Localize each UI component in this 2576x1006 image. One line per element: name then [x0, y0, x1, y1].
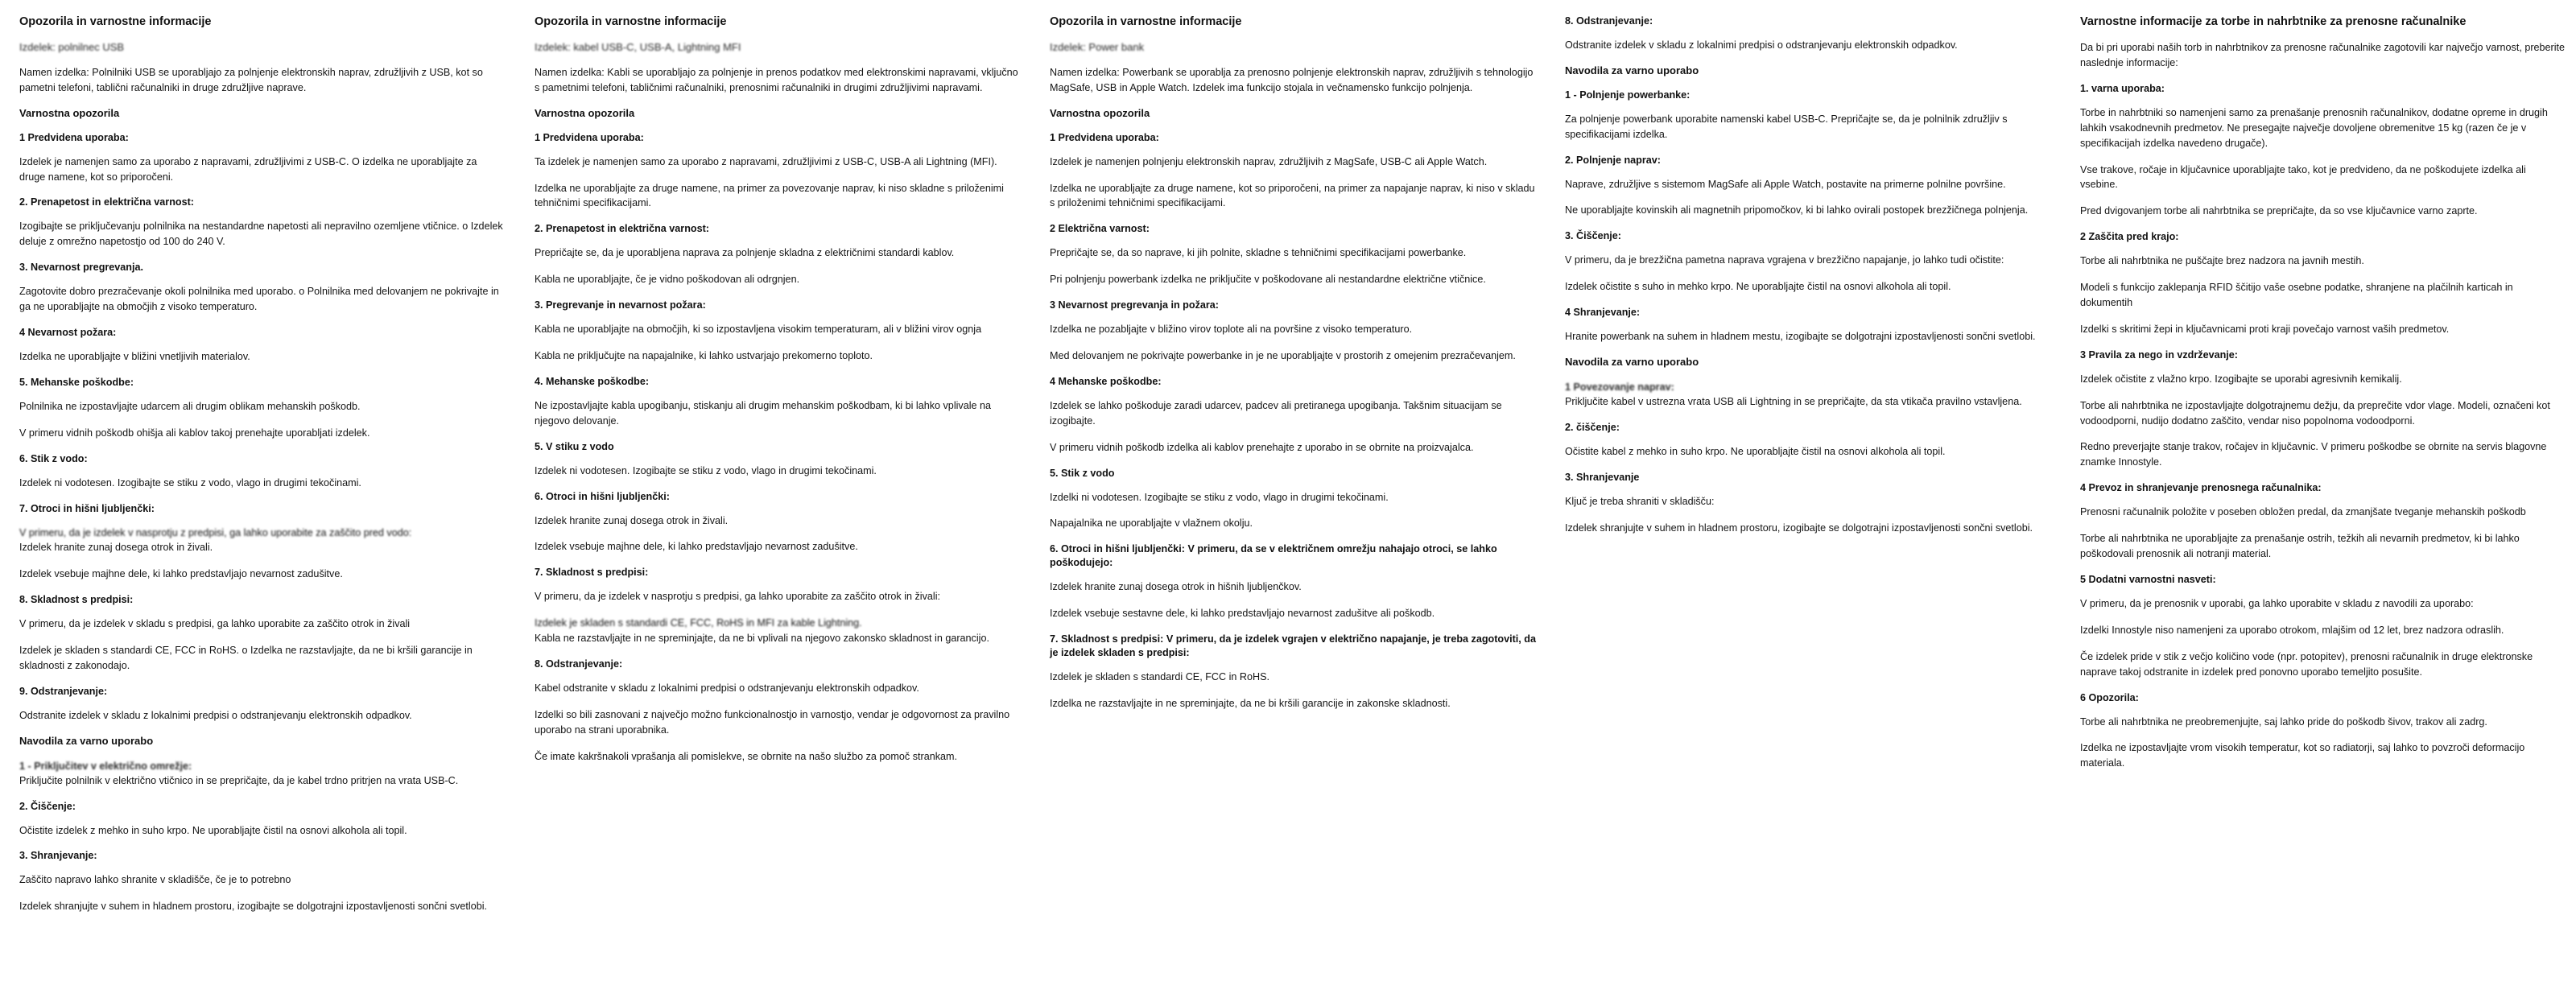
subsection-heading: 6 Opozorila:	[2080, 691, 2139, 703]
paragraph: Torbe ali nahrbtnika ne uporabljajte za prenašanje ostrih, težkih ali nevarnih predmetov, ki bi lahko poškodovali prenosnik ali notranji material.	[2080, 533, 2520, 560]
paragraph: V primeru vidnih poškodb izdelka ali kablov prenehajte z uporabo in se obrnite na proizvajalca.	[1050, 441, 1474, 453]
paragraph: Izdelek hranite zunaj dosega otrok in živali.	[535, 514, 729, 526]
paragraph: V primeru, da je brezžična pametna naprava vgrajena v brezžično napajanje, jo lahko tudi očistite:	[1565, 254, 2004, 266]
paragraph: Prenosni računalnik položite v poseben obložen predal, da zmanjšate tveganje mehanskih poškodb	[2080, 506, 2526, 518]
paragraph: Izdelek se lahko poškoduje zaradi udarcev, padcev ali pretiranega upogibanja. Takšnim situacijam se izogibajte.	[1050, 399, 1502, 427]
subsection-heading: 1 Predvidena uporaba:	[535, 131, 644, 143]
paragraph: Izdelki so bili zasnovani z največjo možno funkcionalnostjo in varnostjo, vendar je odgovornost za pravilno uporabo na strani uporabnika.	[535, 708, 1010, 736]
subsection-heading: 1 Povezovanje naprav:	[1565, 381, 1674, 393]
paragraph: Izdelka ne uporabljajte za druge namene, na primer za povezovanje naprav, ki niso skladne s priloženimi tehničnimi specifikacijami.	[535, 182, 1004, 209]
paragraph: Ta izdelek je namenjen samo za uporabo z napravami, združljivimi z USB-C, USB-A ali Lightning (MFI).	[535, 155, 997, 167]
paragraph: Izdelek vsebuje majhne dele, ki lahko predstavljajo nevarnost zadušitve.	[19, 568, 343, 580]
subsection-heading: 5. Mehanske poškodbe:	[19, 376, 134, 388]
paragraph: Torbe ali nahrbtnika ne izpostavljajte dolgotrajnemu dežju, da preprečite vdor vlage. Modeli, označeni kot vodoodporni, nudijo dodatno zaščito, vendar niso popolnoma vodoodporni.	[2080, 399, 2550, 427]
column-5	[2072, 14, 2576, 782]
column-5-title: Varnostne informacije za torbe in nahrbtnike za prenosne računalnike	[2080, 15, 2467, 28]
subsection-heading: 1 Predvidena uporaba:	[1050, 131, 1159, 143]
subsection-heading: 4 Shranjevanje:	[1565, 307, 1641, 319]
column-1-blocks	[19, 65, 506, 914]
column-1-title: Opozorila in varnostne informacije	[19, 15, 212, 28]
paragraph: Izdelek hranite zunaj dosega otrok in živali.	[19, 542, 213, 554]
subsection-heading: 1 - Polnjenje powerbanke:	[1565, 89, 1690, 101]
paragraph: Redno preverjajte stanje trakov, ročajev in ključavnic. V primeru poškodbe se obrnite na servis blagovne znamke Innostyle.	[2080, 441, 2547, 468]
section-heading: Navodila za varno uporabo	[1565, 64, 1699, 76]
paragraph: Izdelek ni vodotesen. Izogibajte se stiku z vodo, vlago in drugimi tekočinami.	[19, 476, 361, 489]
column-2-blocks	[535, 65, 1021, 765]
column-1	[11, 14, 526, 926]
paragraph: Izdelek je skladen s standardi CE, FCC in RoHS.	[1050, 671, 1269, 683]
section-heading: Navodila za varno uporabo	[1565, 356, 1699, 369]
subsection-heading: 1 Predvidena uporaba:	[19, 131, 129, 143]
paragraph: V primeru, da je izdelek v skladu s predpisi, ga lahko uporabite za zaščito otrok in živali	[19, 618, 411, 630]
paragraph: Torbe ali nahrbtnika ne preobremenjujte, saj lahko pride do poškodb šivov, trakov ali zadrg.	[2080, 715, 2487, 728]
paragraph: Hranite powerbank na suhem in hladnem mestu, izogibajte se dolgotrajni izpostavljenosti sončni svetlobi.	[1565, 331, 2036, 343]
subsection-heading: 1. varna uporaba:	[2080, 82, 2165, 94]
paragraph: Izdelek shranjujte v suhem in hladnem prostoru, izogibajte se dolgotrajni izpostavljenosti sončni svetlobi.	[1565, 522, 2033, 534]
subsection-heading: 2. Čiščenje:	[19, 800, 76, 812]
column-2-title: Opozorila in varnostne informacije	[535, 15, 727, 28]
paragraph: Priključite polnilnik v električno vtičnico in se prepričajte, da je kabel trdno pritrjen na vrata USB-C.	[19, 774, 459, 786]
subsection-heading: 9. Odstranjevanje:	[19, 685, 108, 697]
paragraph: Vse trakove, ročaje in ključavnice uporabljajte tako, kot je predvideno, da ne poškodujete izdelka ali vsebine.	[2080, 163, 2526, 191]
paragraph: Izdelek je skladen s standardi CE, FCC, RoHS in MFI za kable Lightning.	[535, 617, 862, 629]
paragraph: Izdelka ne izpostavljajte vrom visokih temperatur, kot so radiatorji, saj lahko to povzroči deformacijo materiala.	[2080, 742, 2525, 769]
paragraph: Polnilnika ne izpostavljajte udarcem ali drugim oblikam mehanskih poškodb.	[19, 400, 361, 412]
subsection-heading: 3 Pravila za nego in vzdrževanje:	[2080, 348, 2238, 361]
paragraph: Ne izpostavljajte kabla upogibanju, stiskanju ali drugim mehanskim poškodbam, ki bi lahko vplivale na njegovo delovanje.	[535, 399, 992, 427]
subsection-heading: 1 - Priključitev v električno omrežje:	[19, 760, 192, 772]
subsection-heading: 7. Otroci in hišni ljubljenčki:	[19, 502, 155, 514]
column-3	[1042, 14, 1557, 723]
paragraph: Namen izdelka: Kabli se uporabljajo za polnjenje in prenos podatkov med elektronskimi napravami, vključno s pametnimi telefoni, tabličnimi računalniki, prenosnimi računalniki in drugimi združljivimi napravami.	[535, 66, 1018, 93]
paragraph: Izdelek očistite z vlažno krpo. Izogibajte se uporabi agresivnih kemikalij.	[2080, 373, 2402, 385]
paragraph: Izdelki ni vodotesen. Izogibajte se stiku z vodo, vlago in drugimi tekočinami.	[1050, 491, 1389, 503]
section-heading: Varnostna opozorila	[1050, 106, 1150, 119]
paragraph: Kabla ne uporabljajte, če je vidno poškodovan ali odrgnjen.	[535, 274, 800, 286]
paragraph: Zagotovite dobro prezračevanje okoli polnilnika med uporabo. o Polnilnika med delovanjem ne pokrivajte in ga ne uporabljajte na območjih z visoko temperaturo.	[19, 286, 499, 313]
column-3-product-label	[1050, 40, 1536, 56]
paragraph: Prepričajte se, da so naprave, ki jih polnite, skladne s tehničnimi specifikacijami powerbanke.	[1050, 247, 1467, 259]
subsection-heading: 2. Prenapetost in električna varnost:	[19, 196, 194, 208]
subsection-heading: 6. Otroci in hišni ljubljenčki:	[535, 490, 670, 502]
subsection-heading: 2 Zaščita pred krajo:	[2080, 231, 2179, 243]
paragraph: V primeru, da je izdelek v nasprotju s predpisi, ga lahko uporabite za zaščito otrok in živali:	[535, 591, 941, 603]
paragraph: Izdelek ni vodotesen. Izogibajte se stiku z vodo, vlago in drugimi tekočinami.	[535, 464, 877, 476]
paragraph: Izogibajte se priključevanju polnilnika na nestandardne napetosti ali nepravilno ozemljene vtičnice. o Izdelek deluje z omrežno napetostjo od 100 do 240 V.	[19, 221, 503, 248]
subsection-heading: 5 Dodatni varnostni nasveti:	[2080, 573, 2216, 585]
paragraph: Naprave, združljive s sistemom MagSafe ali Apple Watch, postavite na primerne polnilne površine.	[1565, 178, 2006, 190]
product-label-text: Izdelek: Power bank	[1050, 41, 1145, 54]
paragraph: Da bi pri uporabi naših torb in nahrbtnikov za prenosne računalnike zagotovili kar največjo varnost, preberite naslednje informacije:	[2080, 42, 2566, 69]
product-label-text: Izdelek: kabel USB-C, USB-A, Lightning MFI	[535, 41, 741, 54]
paragraph: Izdelek je namenjen samo za uporabo z napravami, združljivimi z USB-C. O izdelka ne uporabljajte za druge namene, kot so priporočeni.	[19, 155, 477, 183]
paragraph: Izdelka ne uporabljajte v bližini vnetljivih materialov.	[19, 350, 250, 362]
paragraph: V primeru, da je izdelek v nasprotju z predpisi, ga lahko uporabite za zaščito pred vodo:	[19, 526, 412, 538]
paragraph: Za polnjenje powerbank uporabite namenski kabel USB-C. Prepričajte se, da je polnilnik združljiv s specifikacijami izdelka.	[1565, 113, 2008, 140]
paragraph: Izdelki Innostyle niso namenjeni za uporabo otrokom, mlajšim od 12 let, brez nadzora odraslih.	[2080, 624, 2504, 636]
paragraph: Med delovanjem ne pokrivajte powerbanke in je ne uporabljajte v prostorih z omejenim prezračevanjem.	[1050, 349, 1516, 361]
paragraph: Izdelek očistite s suho in mehko krpo. Ne uporabljajte čistil na osnovi alkohola ali topil.	[1565, 281, 1951, 293]
section-heading: Navodila za varno uporabo	[19, 734, 154, 747]
paragraph: Ne uporabljajte kovinskih ali magnetnih pripomočkov, ki bi lahko ovirali postopek brezžičnega polnjenja.	[1565, 204, 2029, 216]
subsection-heading: 6. Stik z vodo:	[19, 452, 88, 464]
subsection-heading: 4. Mehanske poškodbe:	[535, 375, 650, 387]
paragraph: Očistite kabel z mehko in suho krpo. Ne uporabljajte čistil na osnovi alkohola ali topil.	[1565, 445, 1946, 457]
paragraph: Izdelek shranjujte v suhem in hladnem prostoru, izogibajte se dolgotrajni izpostavljenosti sončni svetlobi.	[19, 901, 488, 913]
paragraph: Kabla ne uporabljajte na območjih, ki so izpostavljena visokim temperaturam, ali v bližini virov ognja	[535, 324, 982, 336]
paragraph: Odstranite izdelek v skladu z lokalnimi predpisi o odstranjevanju elektronskih odpadkov.	[1565, 39, 1958, 51]
paragraph: Napajalnika ne uporabljajte v vlažnem okolju.	[1050, 517, 1253, 530]
subsection-heading: 4 Prevoz in shranjevanje prenosnega računalnika:	[2080, 482, 2322, 494]
paragraph: V primeru vidnih poškodb ohišja ali kablov takoj prenehajte uporabljati izdelek.	[19, 427, 370, 439]
subsection-heading: 3. Čiščenje:	[1565, 230, 1621, 242]
product-label-text: Izdelek: polnilnec USB	[19, 41, 125, 54]
subsection-heading: 4 Mehanske poškodbe:	[1050, 375, 1162, 387]
subsection-heading: 5. V stiku z vodo	[535, 440, 614, 452]
column-3-title: Opozorila in varnostne informacije	[1050, 15, 1242, 28]
subsection-heading: 2 Električna varnost:	[1050, 223, 1150, 235]
paragraph: Izdelka ne pozabljajte v bližino virov toplote ali na površine z visoko temperaturo.	[1050, 324, 1413, 336]
paragraph: Izdelek vsebuje sestavne dele, ki lahko predstavljajo nevarnost zadušitve ali poškodb.	[1050, 608, 1435, 620]
paragraph: Izdelek je namenjen polnjenju elektronskih naprav, združljivih z MagSafe, USB-C ali Apple Watch.	[1050, 155, 1488, 167]
subsection-heading: 6. Otroci in hišni ljubljenčki: V primeru, da se v električnem omrežju nahajajo otroci, se lahko poškodujejo:	[1050, 543, 1497, 569]
paragraph: Pred dvigovanjem torbe ali nahrbtnika se prepričajte, da so vse ključavnice varno zaprte.	[2080, 205, 2478, 217]
paragraph: Izdelka ne razstavljajte in ne spreminjajte, da ne bi kršili garancije in zakonske skladnosti.	[1050, 698, 1451, 709]
subsection-heading: 3 Nevarnost pregrevanja in požara:	[1050, 299, 1219, 311]
paragraph: V primeru, da je prenosnik v uporabi, ga lahko uporabite v skladu z navodili za uporabo:	[2080, 597, 2474, 609]
column-3-blocks	[1050, 65, 1536, 711]
paragraph: Izdelka ne uporabljajte za druge namene, kot so priporočeni, na primer za napajanje naprav, ki niso v skladu s priloženimi tehničnimi specifikacijami.	[1050, 182, 1535, 209]
column-4-blocks	[1565, 14, 2051, 535]
subsection-heading: 5. Stik z vodo	[1050, 467, 1115, 479]
paragraph: Namen izdelka: Polnilniki USB se uporabljajo za polnjenje elektronskih naprav, združljivih z USB, kot so pametni telefoni, tablični računalniki in druge združljive naprave.	[19, 66, 483, 93]
subsection-heading: 3. Shranjevanje	[1565, 471, 1640, 483]
subsection-heading: 2. Polnjenje naprav:	[1565, 154, 1661, 166]
paragraph: Izdelki s skritimi žepi in ključavnicami proti kraji povečajo varnost vaših predmetov.	[2080, 323, 2450, 335]
paragraph: Prepričajte se, da je uporabljena naprava za polnjenje skladna z električnimi standardi kablov.	[535, 247, 955, 259]
paragraph: Če imate kakršnakoli vprašanja ali pomislekve, se obrnite na našo službo za pomoč strankam.	[535, 750, 957, 762]
column-2-product-label	[535, 40, 1021, 56]
paragraph: Izdelek je skladen s standardi CE, FCC in RoHS. o Izdelka ne razstavljajte, da ne bi kršili garancije in skladnosti z zakonodajo.	[19, 645, 473, 671]
paragraph: Torbe ali nahrbtnika ne puščajte brez nadzora na javnih mestih.	[2080, 255, 2364, 267]
subsection-heading: 7. Skladnost s predpisi:	[535, 567, 649, 579]
paragraph: Kabel odstranite v skladu z lokalnimi predpisi o odstranjevanju elektronskih odpadkov.	[535, 682, 919, 694]
column-5-blocks	[2080, 40, 2566, 771]
subsection-heading: 4 Nevarnost požara:	[19, 326, 117, 338]
subsection-heading: 8. Odstranjevanje:	[1565, 15, 1653, 27]
section-heading: Varnostna opozorila	[19, 106, 120, 119]
paragraph: Izdelek hranite zunaj dosega otrok in hišnih ljubljenčkov.	[1050, 581, 1302, 593]
paragraph: Ključ je treba shraniti v skladišču:	[1565, 495, 1715, 507]
column-2	[526, 14, 1042, 776]
paragraph: Kabla ne priključujte na napajalnike, ki lahko ustvarjajo prekomerno toploto.	[535, 349, 873, 361]
paragraph: Torbe in nahrbtniki so namenjeni samo za prenašanje prenosnih računalnikov, dodatne opreme in drugih lahkih vsakodnevnih predmetov. Ne presegajte največje dovoljene obremenitve 15 kg (razen če je v specifikacijah izdelka navedeno drugače).	[2080, 106, 2548, 149]
subsection-heading: 2. Prenapetost in električna varnost:	[535, 223, 709, 235]
paragraph: Pri polnjenju powerbank izdelka ne priključite v poškodovane ali nestandardne električne vtičnice.	[1050, 274, 1486, 286]
paragraph: Modeli s funkcijo zaklepanja RFID ščitijo vaše osebne podatke, shranjene na plačilnih karticah in dokumentih	[2080, 282, 2513, 309]
subsection-heading: 2. čiščenje:	[1565, 421, 1620, 433]
subsection-heading: 7. Skladnost s predpisi: V primeru, da je izdelek vgrajen v električno napajanje, je treba zagotoviti, da je izdelek skladen s predpisi:	[1050, 633, 1536, 659]
paragraph: Zaščito napravo lahko shranite v skladišče, če je to potrebno	[19, 874, 291, 886]
paragraph: Očistite izdelek z mehko in suho krpo. Ne uporabljajte čistil na osnovi alkohola ali topil.	[19, 824, 407, 836]
paragraph: Odstranite izdelek v skladu z lokalnimi predpisi o odstranjevanju elektronskih odpadkov.	[19, 709, 412, 721]
section-heading: Varnostna opozorila	[535, 106, 635, 119]
paragraph: Namen izdelka: Powerbank se uporablja za prenosno polnjenje elektronskih naprav, združljivih s tehnologijo MagSafe, USB in Apple Watch. Izdelek ima funkcijo stojala in večnamensko funkcijo polnjenja.	[1050, 66, 1534, 93]
subsection-heading: 8. Skladnost s predpisi:	[19, 594, 134, 606]
column-1-product-label	[19, 40, 506, 56]
paragraph: Izdelek vsebuje majhne dele, ki lahko predstavljajo nevarnost zadušitve.	[535, 541, 858, 553]
column-4	[1557, 14, 2072, 546]
subsection-heading: 3. Pregrevanje in nevarnost požara:	[535, 299, 706, 311]
paragraph: Priključite kabel v ustrezna vrata USB ali Lightning in se prepričajte, da sta vtikača pravilno vstavljena.	[1565, 395, 2022, 407]
subsection-heading: 8. Odstranjevanje:	[535, 658, 623, 670]
paragraph: Kabla ne razstavljajte in ne spreminjajte, da ne bi vplivali na njegovo zakonsko skladnost in garancijo.	[535, 633, 989, 645]
subsection-heading: 3. Shranjevanje:	[19, 850, 97, 862]
subsection-heading: 3. Nevarnost pregrevanja.	[19, 262, 143, 274]
paragraph: Če izdelek pride v stik z večjo količino vode (npr. potopitev), prenosni računalnik in druge elektronske naprave takoj odstranite in izdelek pred ponovno uporabo temeljito posušite.	[2080, 650, 2533, 678]
